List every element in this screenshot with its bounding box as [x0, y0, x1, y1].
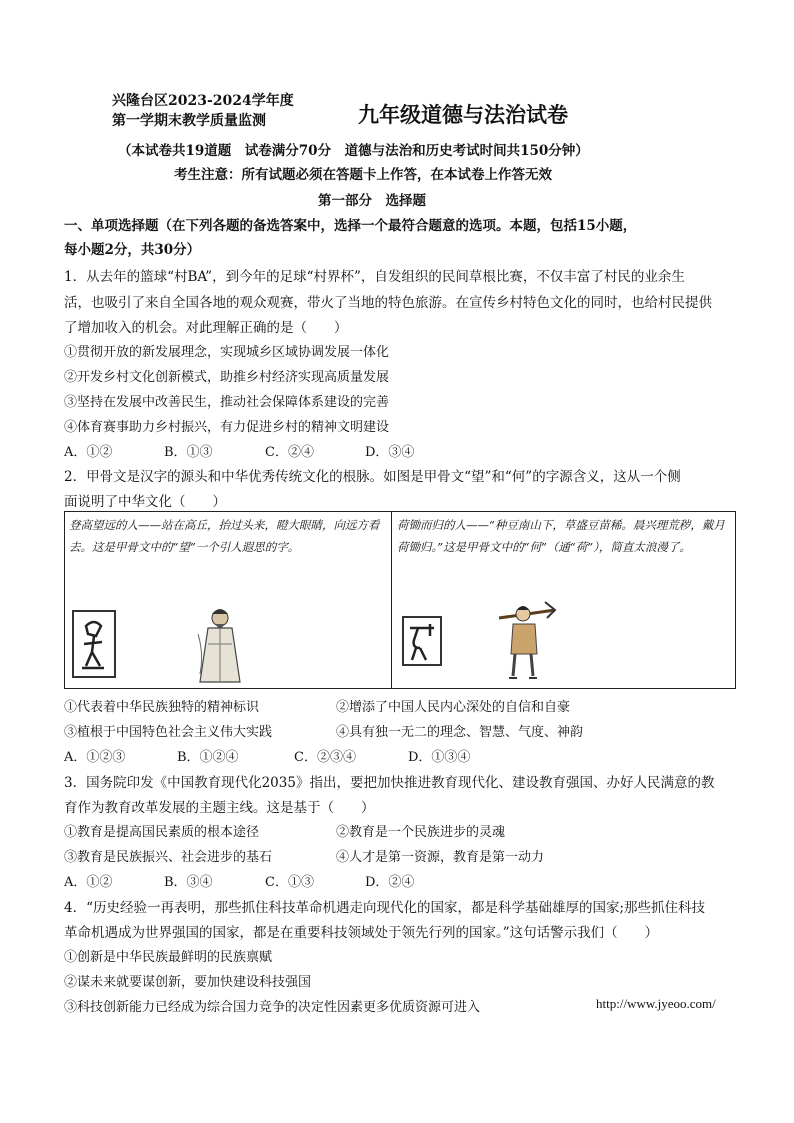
q3-option-3: ③教育是民族振兴、社会进步的基石	[64, 850, 273, 865]
school-name-line2: 第一学期末教学质量监测	[112, 113, 266, 129]
he-quote: 荷锄而归的人——“种豆南山下，草盛豆苗稀。晨兴理荒秽，戴月荷锄归。”这是甲骨文中的“何”（通“荷”），简直太浪漫了。	[397, 518, 725, 554]
q3-answer-c: C．①③	[265, 875, 314, 890]
q1-answer-d: D．③④	[365, 445, 415, 460]
oracle-he-glyph-icon	[402, 616, 442, 666]
q2-answer-b: B．①②④	[177, 750, 239, 765]
q3-option-1: ①教育是提高国民素质的根本途径	[64, 825, 260, 840]
oracle-wang-glyph-icon	[72, 610, 116, 678]
q4-option-3: ③科技创新能力已经成为综合国力竞争的决定性因素更多优质资源可进入	[64, 1000, 481, 1015]
q2-figure-box	[64, 511, 736, 689]
q3-option-4: ④人才是第一资源，教育是第一动力	[336, 850, 545, 865]
q3-answer-b: B．③④	[164, 875, 213, 890]
box-divider	[391, 512, 392, 688]
q2-option-2: ②增添了中国人民内心深处的自信和自豪	[336, 700, 571, 715]
exam-title: 九年级道德与法治试卷	[358, 102, 568, 127]
q1-option-3: ③坚持在发展中改善民生，推动社会保障体系建设的完善	[64, 395, 390, 410]
school-name-line1: 兴隆台区2023-2024学年度	[112, 93, 294, 109]
q2-stem-line1: 2．甲骨文是汉字的源头和中华优秀传统文化的根脉。如图是甲骨文“望”和“何”的字源含义，这从一个侧	[64, 469, 681, 485]
part-title: 第一部分 选择题	[318, 193, 426, 209]
exam-info: （本试卷共19道题 试卷满分70分 道德与法治和历史考试时间共150分钟）	[118, 143, 589, 159]
q1-stem-line2: 活，也吸引了来自全国各地的观众观赛，带火了当地的特色旅游。在宣传乡村特色文化的同时，也给村民提供	[64, 295, 712, 311]
q2-option-1: ①代表着中华民族独特的精神标识	[64, 700, 260, 715]
q4-option-2: ②谋未来就要谋创新，要加快建设科技强国	[64, 975, 312, 990]
q2-answer-a: A．①②③	[64, 750, 126, 765]
q1-option-4: ④体育赛事助力乡村振兴，有力促进乡村的精神文明建设	[64, 420, 390, 435]
q1-answer-a: A．①②	[64, 445, 113, 460]
q1-stem-line3: 了增加收入的机会。对此理解正确的是（ ）	[64, 320, 348, 336]
q3-option-2: ②教育是一个民族进步的灵魂	[336, 825, 506, 840]
resource-link[interactable]: http://www.jyeoo.com/	[596, 996, 716, 1011]
exam-notice: 考生注意：所有试题必须在答题卡上作答，在本试卷上作答无效	[174, 167, 552, 183]
q1-option-2: ②开发乡村文化创新模式，助推乡村经济实现高质量发展	[64, 370, 390, 385]
scholar-figure-icon	[190, 604, 250, 690]
farmer-figure-icon	[497, 596, 557, 686]
section-heading-line2: 每小题2分，共30分）	[64, 242, 201, 258]
q3-answer-d: D．②④	[365, 875, 415, 890]
q4-stem-line1: 4．“历史经验一再表明，那些抓住科技革命机遇走向现代化的国家，都是科学基础雄厚的国家;那些抓住科技	[64, 900, 706, 916]
q4-option-1: ①创新是中华民族最鲜明的民族禀赋	[64, 950, 273, 965]
q3-answer-a: A．①②	[64, 875, 113, 890]
q2-option-4: ④具有独一无二的理念、智慧、气度、神韵	[336, 725, 584, 740]
section-heading-line1: 一、单项选择题（在下列各题的备选答案中，选择一个最符合题意的选项。本题，包括15小题，	[64, 218, 637, 234]
q3-stem-line1: 3．国务院印发《中国教育现代化2035》指出，要把加快推进教育现代化、建设教育强国、办好人民满意的教	[64, 775, 715, 791]
q2-stem-line2: 面说明了中华文化（ ）	[64, 494, 226, 510]
q2-option-3: ③植根于中国特色社会主义伟大实践	[64, 725, 273, 740]
q1-answer-b: B．①③	[164, 445, 213, 460]
q1-stem-line1: 1．从去年的篮球“村BA”，到今年的足球“村界杯”，自发组织的民间草根比赛，不仅丰富了村民的业余生	[64, 269, 685, 285]
q3-stem-line2: 育作为教育改革发展的主题主线。这是基于（ ）	[64, 800, 375, 816]
q2-answer-d: D．①③④	[408, 750, 471, 765]
q2-answer-c: C．②③④	[294, 750, 356, 765]
q1-answer-c: C．②④	[265, 445, 314, 460]
q4-stem-line2: 革命机遇成为世界强国的国家，都是在重要科技领域处于领先行列的国家。”这句话警示我们（ ）	[64, 925, 659, 941]
wang-quote: 登高望远的人——站在高丘，抬过头来，瞪大眼睛，向远方看去。这是甲骨文中的“望”一个引人遐思的字。	[69, 518, 380, 554]
q1-option-1: ①贯彻开放的新发展理念，实现城乡区域协调发展一体化	[64, 345, 390, 360]
